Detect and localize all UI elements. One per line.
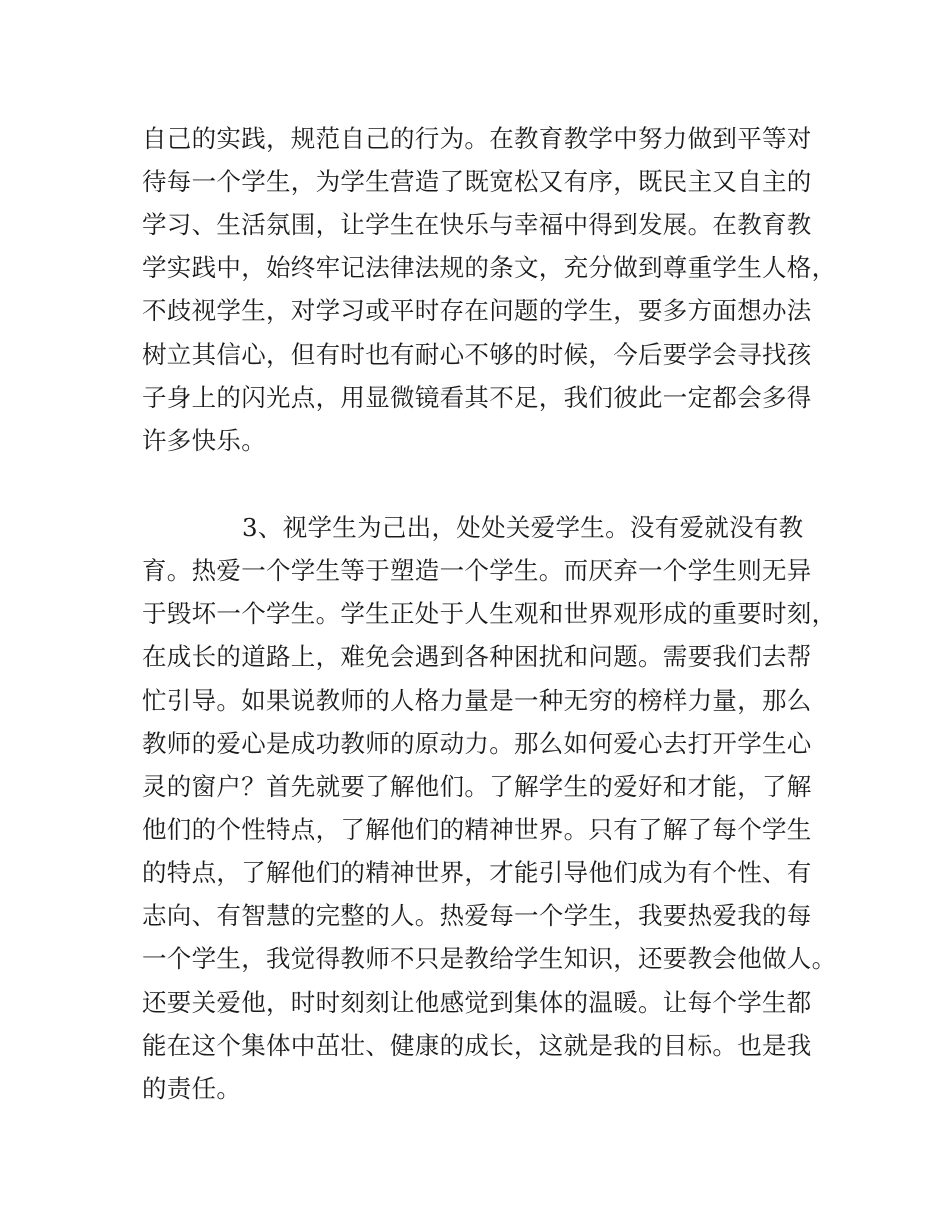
text-line: 育。热爱一个学生等于塑造一个学生。而厌弃一个学生则无异 [142, 556, 812, 585]
text-line: 的特点，了解他们的精神世界，才能引导他们成为有个性、有 [142, 858, 812, 887]
text-line: 许多快乐。 [142, 426, 266, 455]
text-line: 子身上的闪光点，用显微镜看其不足，我们彼此一定都会多得 [142, 383, 812, 412]
text-line: 学实践中，始终牢记法律法规的条文，充分做到尊重学生人格， [142, 253, 837, 282]
text-line: 他们的个性特点，了解他们的精神世界。只有了解了每个学生 [142, 815, 812, 844]
text-line: 待每一个学生，为学生营造了既宽松又有序，既民主又自主的 [142, 167, 812, 196]
text-line: 灵的窗户？首先就要了解他们。了解学生的爱好和才能，了解 [142, 772, 812, 801]
text-line: 的责任。 [142, 1074, 242, 1103]
text-line: 教师的爱心是成功教师的原动力。那么如何爱心去打开学生心 [142, 729, 812, 758]
text-line: 能在这个集体中茁壮、健康的成长，这就是我的目标。也是我 [142, 1031, 812, 1060]
text-line: 树立其信心，但有时也有耐心不够的时候，今后要学会寻找孩 [142, 340, 812, 369]
text-line: 还要关爱他，时时刻刻让他感觉到集体的温暖。让每个学生都 [142, 988, 812, 1017]
text-line: 志向、有智慧的完整的人。热爱每一个学生，我要热爱我的每 [142, 901, 812, 930]
text-line: 学习、生活氛围，让学生在快乐与幸福中得到发展。在教育教 [142, 210, 812, 239]
text-line: 一个学生，我觉得教师不只是教给学生知识，还要教会他做人。 [142, 944, 837, 973]
text-line: 3、视学生为己出，处处关爱学生。没有爱就没有教 [242, 513, 804, 542]
text-line: 于毁坏一个学生。学生正处于人生观和世界观形成的重要时刻， [142, 599, 837, 628]
text-line: 在成长的道路上，难免会遇到各种困扰和问题。需要我们去帮 [142, 642, 812, 671]
text-line: 不歧视学生，对学习或平时存在问题的学生，要多方面想办法 [142, 296, 812, 325]
text-line: 自己的实践，规范自己的行为。在教育教学中努力做到平等对 [142, 124, 812, 153]
text-line: 忙引导。如果说教师的人格力量是一种无穷的榜样力量，那么 [142, 686, 812, 715]
